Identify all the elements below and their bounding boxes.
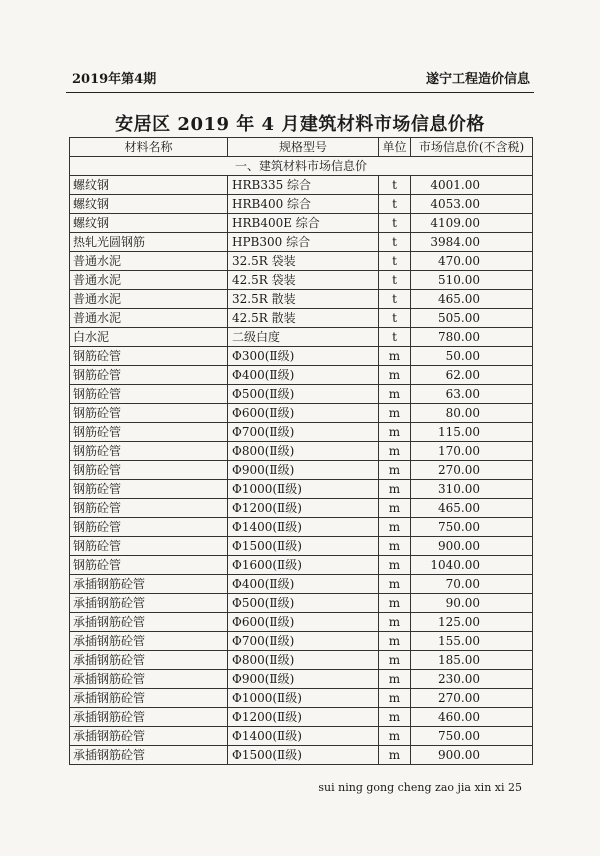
- unit-cell: m: [379, 404, 411, 423]
- spec-cell: HPB300 综合: [228, 233, 379, 252]
- table-row: [70, 214, 533, 233]
- spec-cell: Φ1000(Ⅱ级): [228, 480, 379, 499]
- price-cell: 62.00: [411, 366, 533, 385]
- table-row: [70, 233, 533, 252]
- spec-cell: HRB335 综合: [228, 176, 379, 195]
- unit-cell: m: [379, 746, 411, 765]
- price-cell: 1040.00: [411, 556, 533, 575]
- spec-cell: Φ500(Ⅱ级): [228, 385, 379, 404]
- column-header-spec: 规格型号: [228, 138, 379, 157]
- unit-cell: t: [379, 195, 411, 214]
- unit-cell: m: [379, 499, 411, 518]
- spec-cell: Φ1200(Ⅱ级): [228, 708, 379, 727]
- price-cell: 4109.00: [411, 214, 533, 233]
- page-footer: sui ning gong cheng zao jia xin xi 25: [318, 781, 522, 794]
- spec-cell: 42.5R 袋装: [228, 271, 379, 290]
- table-row: [70, 575, 533, 594]
- material-name-cell: 钢筋砼管: [70, 499, 228, 518]
- material-name-cell: 承插钢筋砼管: [70, 651, 228, 670]
- table-row: [70, 290, 533, 309]
- spec-cell: Φ700(Ⅱ级): [228, 632, 379, 651]
- table-row: [70, 613, 533, 632]
- material-name-cell: 钢筋砼管: [70, 347, 228, 366]
- table-row: [70, 195, 533, 214]
- material-name-cell: 承插钢筋砼管: [70, 689, 228, 708]
- unit-cell: m: [379, 366, 411, 385]
- material-name-cell: 钢筋砼管: [70, 385, 228, 404]
- publication-name: 遂宁工程造价信息: [425, 72, 530, 87]
- spec-cell: Φ600(Ⅱ级): [228, 613, 379, 632]
- spec-cell: Φ1400(Ⅱ级): [228, 518, 379, 537]
- spec-cell: Φ400(Ⅱ级): [228, 366, 379, 385]
- spec-cell: Φ1200(Ⅱ级): [228, 499, 379, 518]
- unit-cell: t: [379, 214, 411, 233]
- spec-cell: Φ1000(Ⅱ级): [228, 689, 379, 708]
- price-cell: 50.00: [411, 347, 533, 366]
- unit-cell: m: [379, 480, 411, 499]
- unit-cell: m: [379, 632, 411, 651]
- price-cell: 750.00: [411, 518, 533, 537]
- unit-cell: m: [379, 537, 411, 556]
- material-name-cell: 普通水泥: [70, 271, 228, 290]
- spec-cell: Φ1600(Ⅱ级): [228, 556, 379, 575]
- table-row: [70, 537, 533, 556]
- price-cell: 155.00: [411, 632, 533, 651]
- table-row: [70, 176, 533, 195]
- table-row: [70, 556, 533, 575]
- price-cell: 510.00: [411, 271, 533, 290]
- unit-cell: m: [379, 385, 411, 404]
- spec-cell: Φ300(Ⅱ级): [228, 347, 379, 366]
- material-name-cell: 钢筋砼管: [70, 480, 228, 499]
- material-name-cell: 普通水泥: [70, 290, 228, 309]
- table-row: [70, 632, 533, 651]
- column-header-price: 市场信息价(不含税): [411, 138, 533, 157]
- spec-cell: 二级白度: [228, 328, 379, 347]
- material-name-cell: 承插钢筋砼管: [70, 746, 228, 765]
- spec-cell: 32.5R 散装: [228, 290, 379, 309]
- price-cell: 4001.00: [411, 176, 533, 195]
- unit-cell: m: [379, 670, 411, 689]
- material-name-cell: 螺纹钢: [70, 195, 228, 214]
- header-divider: [66, 92, 534, 93]
- unit-cell: m: [379, 556, 411, 575]
- material-name-cell: 螺纹钢: [70, 176, 228, 195]
- material-name-cell: 白水泥: [70, 328, 228, 347]
- material-name-cell: 钢筋砼管: [70, 556, 228, 575]
- price-cell: 900.00: [411, 537, 533, 556]
- table-row: [70, 442, 533, 461]
- unit-cell: m: [379, 347, 411, 366]
- price-cell: 90.00: [411, 594, 533, 613]
- unit-cell: t: [379, 309, 411, 328]
- material-name-cell: 承插钢筋砼管: [70, 613, 228, 632]
- unit-cell: t: [379, 176, 411, 195]
- spec-cell: Φ600(Ⅱ级): [228, 404, 379, 423]
- unit-cell: m: [379, 461, 411, 480]
- spec-cell: Φ1400(Ⅱ级): [228, 727, 379, 746]
- spec-cell: 42.5R 散装: [228, 309, 379, 328]
- table-row: [70, 746, 533, 765]
- material-name-cell: 钢筋砼管: [70, 404, 228, 423]
- price-cell: 270.00: [411, 461, 533, 480]
- table-row: [70, 651, 533, 670]
- spec-cell: Φ1500(Ⅱ级): [228, 537, 379, 556]
- material-name-cell: 普通水泥: [70, 252, 228, 271]
- price-cell: 115.00: [411, 423, 533, 442]
- spec-cell: Φ800(Ⅱ级): [228, 651, 379, 670]
- table-row: [70, 480, 533, 499]
- unit-cell: m: [379, 651, 411, 670]
- material-name-cell: 螺纹钢: [70, 214, 228, 233]
- price-cell: 505.00: [411, 309, 533, 328]
- unit-cell: m: [379, 575, 411, 594]
- price-cell: 470.00: [411, 252, 533, 271]
- issue-label: 2019年第4期: [72, 72, 157, 87]
- price-cell: 310.00: [411, 480, 533, 499]
- material-name-cell: 钢筋砼管: [70, 442, 228, 461]
- price-cell: 230.00: [411, 670, 533, 689]
- material-name-cell: 承插钢筋砼管: [70, 708, 228, 727]
- spec-cell: Φ400(Ⅱ级): [228, 575, 379, 594]
- table-row: [70, 708, 533, 727]
- column-header-unit: 单位: [379, 138, 411, 157]
- unit-cell: m: [379, 613, 411, 632]
- spec-cell: 32.5R 袋装: [228, 252, 379, 271]
- table-row: [70, 385, 533, 404]
- unit-cell: t: [379, 290, 411, 309]
- unit-cell: m: [379, 442, 411, 461]
- table-row: [70, 366, 533, 385]
- table-row: [70, 423, 533, 442]
- material-name-cell: 热轧光圆钢筋: [70, 233, 228, 252]
- spec-cell: Φ800(Ⅱ级): [228, 442, 379, 461]
- price-cell: 460.00: [411, 708, 533, 727]
- table-body: [70, 157, 533, 765]
- price-cell: 70.00: [411, 575, 533, 594]
- material-name-cell: 承插钢筋砼管: [70, 670, 228, 689]
- column-header-name: 材料名称: [70, 138, 228, 157]
- table-header-row: [70, 138, 533, 157]
- table-row: [70, 347, 533, 366]
- price-cell: 750.00: [411, 727, 533, 746]
- table-row: [70, 594, 533, 613]
- material-name-cell: 钢筋砼管: [70, 423, 228, 442]
- price-table: [69, 137, 533, 765]
- price-cell: 465.00: [411, 290, 533, 309]
- price-cell: 900.00: [411, 746, 533, 765]
- spec-cell: Φ500(Ⅱ级): [228, 594, 379, 613]
- material-name-cell: 钢筋砼管: [70, 461, 228, 480]
- unit-cell: m: [379, 708, 411, 727]
- spec-cell: Φ700(Ⅱ级): [228, 423, 379, 442]
- price-cell: 780.00: [411, 328, 533, 347]
- table-row: [70, 271, 533, 290]
- unit-cell: t: [379, 328, 411, 347]
- table-row: [70, 727, 533, 746]
- price-cell: 465.00: [411, 499, 533, 518]
- material-name-cell: 钢筋砼管: [70, 537, 228, 556]
- unit-cell: m: [379, 594, 411, 613]
- price-cell: 185.00: [411, 651, 533, 670]
- unit-cell: t: [379, 233, 411, 252]
- price-cell: 3984.00: [411, 233, 533, 252]
- page-title: 安居区 2019 年 4 月建筑材料市场信息价格: [115, 114, 485, 135]
- material-name-cell: 普通水泥: [70, 309, 228, 328]
- unit-cell: m: [379, 727, 411, 746]
- table-row: [70, 404, 533, 423]
- spec-cell: Φ900(Ⅱ级): [228, 670, 379, 689]
- spec-cell: HRB400 综合: [228, 195, 379, 214]
- unit-cell: m: [379, 518, 411, 537]
- material-name-cell: 承插钢筋砼管: [70, 594, 228, 613]
- price-cell: 270.00: [411, 689, 533, 708]
- material-name-cell: 承插钢筋砼管: [70, 632, 228, 651]
- price-cell: 63.00: [411, 385, 533, 404]
- spec-cell: HRB400E 综合: [228, 214, 379, 233]
- section-row: [70, 157, 533, 176]
- price-cell: 80.00: [411, 404, 533, 423]
- spec-cell: Φ900(Ⅱ级): [228, 461, 379, 480]
- section-label: 一、建筑材料市场信息价: [70, 157, 533, 176]
- price-cell: 170.00: [411, 442, 533, 461]
- table-row: [70, 689, 533, 708]
- table-row: [70, 328, 533, 347]
- spec-cell: Φ1500(Ⅱ级): [228, 746, 379, 765]
- table-row: [70, 309, 533, 328]
- unit-cell: m: [379, 689, 411, 708]
- unit-cell: m: [379, 423, 411, 442]
- material-name-cell: 承插钢筋砼管: [70, 727, 228, 746]
- table-row: [70, 518, 533, 537]
- price-cell: 125.00: [411, 613, 533, 632]
- material-name-cell: 承插钢筋砼管: [70, 575, 228, 594]
- table-row: [70, 461, 533, 480]
- unit-cell: t: [379, 252, 411, 271]
- table-row: [70, 252, 533, 271]
- table-row: [70, 670, 533, 689]
- price-cell: 4053.00: [411, 195, 533, 214]
- unit-cell: t: [379, 271, 411, 290]
- table-row: [70, 499, 533, 518]
- material-name-cell: 钢筋砼管: [70, 366, 228, 385]
- material-name-cell: 钢筋砼管: [70, 518, 228, 537]
